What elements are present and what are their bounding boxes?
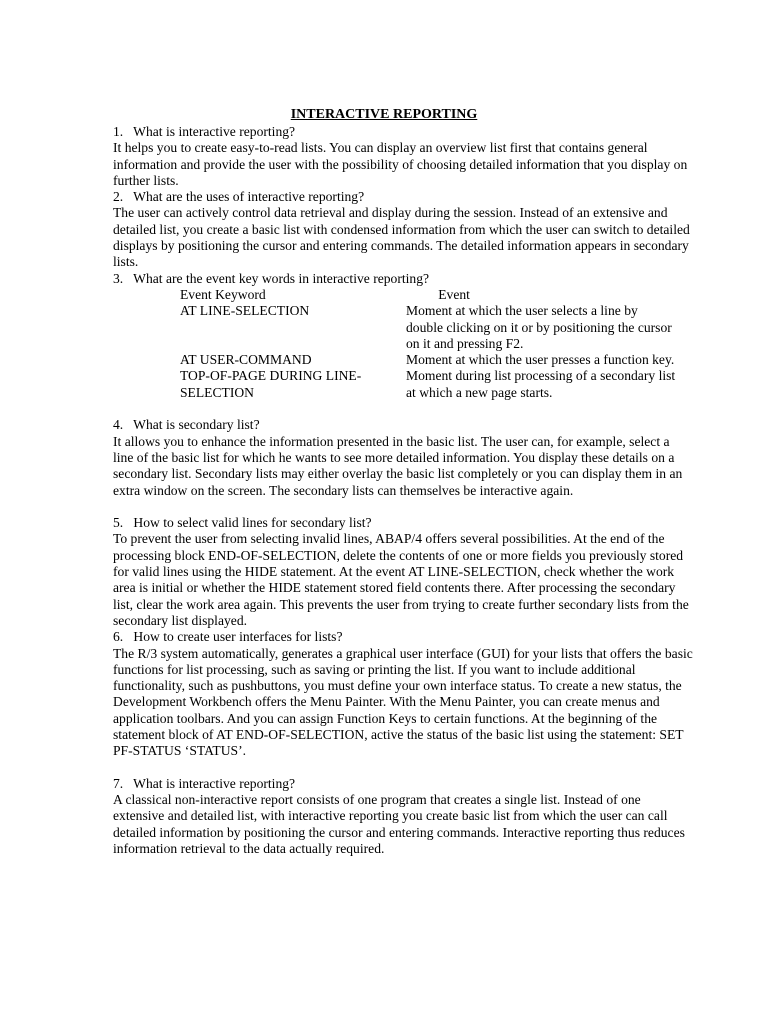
event-header: Event [438,286,470,302]
question-7: 7. What is interactive reporting? [113,775,296,791]
answer-1: It helps you to create easy-to-read lists. You can display an overview list first that contains general information and provide the user with the possibility of choosing detailed information that you display on further lists. [113,140,688,188]
question-4: 4. What is secondary list? [113,417,260,433]
event-row [113,368,693,401]
question-5: 5. How to select valid lines for secondary list? [113,515,372,531]
event-keyword: AT USER-COMMAND [180,352,312,368]
event-description: Moment during list processing of a secondary list at which a new page starts. [406,368,676,400]
question-3: 3. What are the event key words in interactive reporting? [113,270,430,286]
question-2: 2. What are the uses of interactive reporting? [113,189,365,205]
answer-4: It allows you to enhance the information presented in the basic list. The user can, for example, select a line of the basic list for which he wants to see more detailed information. You display these details on a secondary list. Secondary lists may either overlay the basic list completely or you can display them in an extra window on the screen. The secondary lists can themselves be interactive again. [113,433,683,498]
event-description: Moment at which the user presses a function key. [406,352,675,368]
event-table-header [113,287,693,303]
event-keyword-header: Event Keyword [180,286,266,302]
answer-2: The user can actively control data retrieval and display during the session. Instead of an extensive and detailed list, you create a basic list with condensed information from which the user can switch to detailed displays by positioning the cursor and entering commands. The detailed information appears in secondary lists. [113,205,690,270]
document-title: INTERACTIVE REPORTING [290,107,478,122]
answer-7: A classical non-interactive report consists of one program that creates a single list. Instead of one extensive and detailed list, with interactive reporting you create basic list from which the user can call detailed information by positioning the cursor and entering commands. Interactive reporting thus reduces information retrieval to the data actually required. [113,792,685,857]
answer-6: The R/3 system automatically, generates a graphical user interface (GUI) for your lists that offers the basic functions for list processing, such as saving or printing the list. If you want to include additional functionality, such as pushbuttons, you must define your own interface status. To create a new status, the Development Workbench offers the Menu Painter. With the Menu Painter, you can create menus and application toolbars. And you can assign Function Keys to certain functions. At the beginning of the statement block of AT END-OF-SELECTION, active the status of the basic list using the statement: SET PF-STATUS ‘STATUS’. [113,645,693,759]
event-keyword: TOP-OF-PAGE DURING LINE-SELECTION [180,368,362,400]
document-body [113,124,693,857]
event-description: Moment at which the user selects a line by double clicking on it or by positioning the cursor on it and pressing F2. [406,303,672,351]
event-row [113,352,693,368]
event-keyword-table [113,287,693,401]
question-1: 1. What is interactive reporting? [113,124,296,139]
question-6: 6. How to create user interfaces for lists? [113,629,343,645]
event-row [113,303,693,352]
event-keyword: AT LINE-SELECTION [180,303,310,319]
answer-5: To prevent the user from selecting invalid lines, ABAP/4 offers several possibilities. At the end of the processing block END-OF-SELECTION, delete the contents of one or more fields you previously stored for valid lines using the HIDE statement. At the event AT LINE-SELECTION, check whether the work area is initial or whether the HIDE statement stored field contents there. After processing the secondary list, clear the work area again. This prevents the user from trying to create further secondary lists from the secondary list displayed. [113,531,689,628]
